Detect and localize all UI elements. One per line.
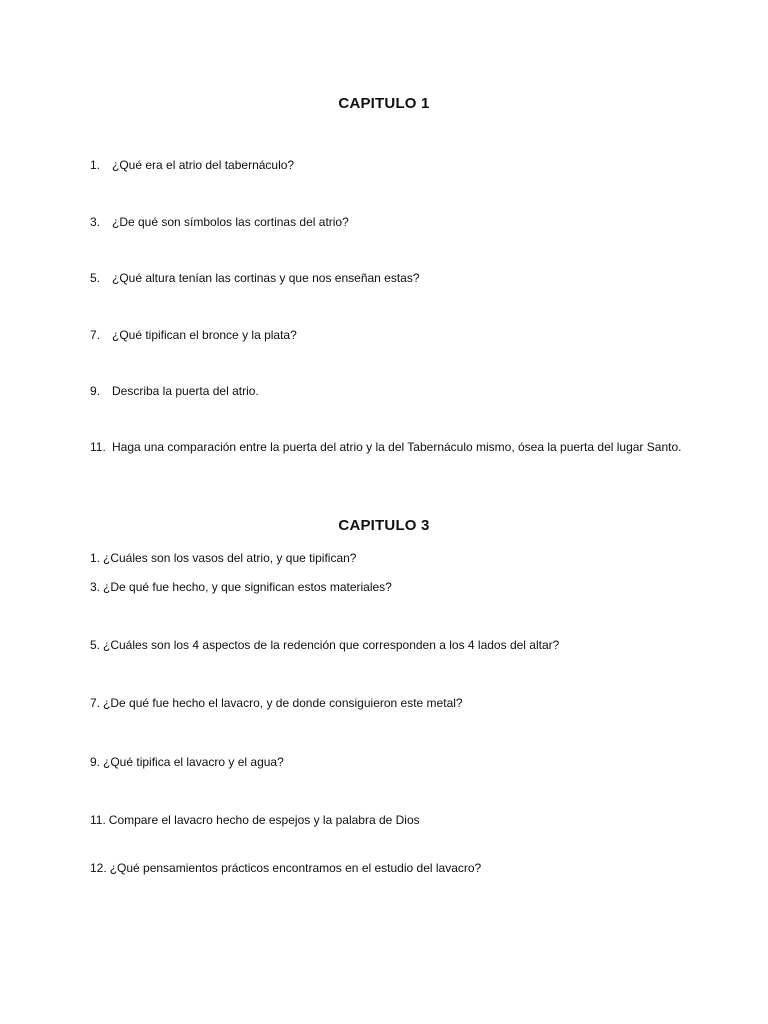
question-number: 1. — [90, 158, 101, 172]
question-number: 11. — [90, 813, 106, 827]
chapter-3-question — [90, 753, 284, 772]
chapter-3-question — [90, 549, 356, 568]
question-number: 5. — [90, 271, 101, 285]
question-number: 3. — [90, 215, 101, 229]
question-text: ¿De qué fue hecho el lavacro, y de donde consiguieron este metal? — [103, 696, 463, 710]
question-text: Compare el lavacro hecho de espejos y la palabra de Dios — [108, 813, 420, 827]
question-number: 9. — [90, 755, 101, 769]
question-text: ¿De qué fue hecho, y que significan estos materiales? — [103, 580, 392, 594]
question-text: ¿Cuáles son los vasos del atrio, y que tipifican? — [103, 551, 357, 565]
chapter-3-question — [90, 578, 392, 597]
question-text: Describa la puerta del atrio. — [112, 384, 259, 398]
chapter-1-question — [90, 326, 297, 345]
question-text: ¿Qué tipifica el lavacro y el agua? — [103, 755, 284, 769]
question-number: 3. — [90, 580, 101, 594]
chapter-1-question — [90, 156, 294, 175]
question-text: ¿Qué altura tenían las cortinas y que nos enseñan estas? — [112, 271, 420, 285]
question-text: ¿Qué era el atrio del tabernáculo? — [112, 158, 295, 172]
chapter-1-question — [90, 382, 259, 401]
chapter-3-heading: CAPITULO 3 — [338, 517, 430, 534]
chapter-1-question — [90, 269, 420, 288]
question-number: 1. — [90, 551, 101, 565]
chapter-3-question — [90, 636, 559, 655]
question-text: ¿De qué son símbolos las cortinas del atrio? — [112, 215, 349, 229]
question-text: ¿Qué tipifican el bronce y la plata? — [112, 328, 297, 342]
question-text: ¿Qué pensamientos prácticos encontramos en el estudio del lavacro? — [109, 861, 482, 875]
question-number: 9. — [90, 384, 101, 398]
chapter-1-question — [90, 213, 349, 232]
chapter-3-question — [90, 859, 481, 878]
question-text: ¿Cuáles son los 4 aspectos de la redención que corresponden a los 4 lados del altar? — [103, 638, 560, 652]
question-number: 5. — [90, 638, 101, 652]
question-number: 11. — [90, 440, 106, 454]
question-text: Haga una comparación entre la puerta del atrio y la del Tabernáculo mismo, ósea la puerta del lugar Santo. — [112, 440, 682, 454]
question-number: 7. — [90, 328, 101, 342]
question-number: 12. — [90, 861, 107, 875]
chapter-3-question — [90, 811, 420, 830]
chapter-1-heading: CAPITULO 1 — [338, 95, 430, 112]
chapter-1-question — [90, 438, 690, 457]
question-number: 7. — [90, 696, 101, 710]
chapter-3-question — [90, 694, 463, 713]
